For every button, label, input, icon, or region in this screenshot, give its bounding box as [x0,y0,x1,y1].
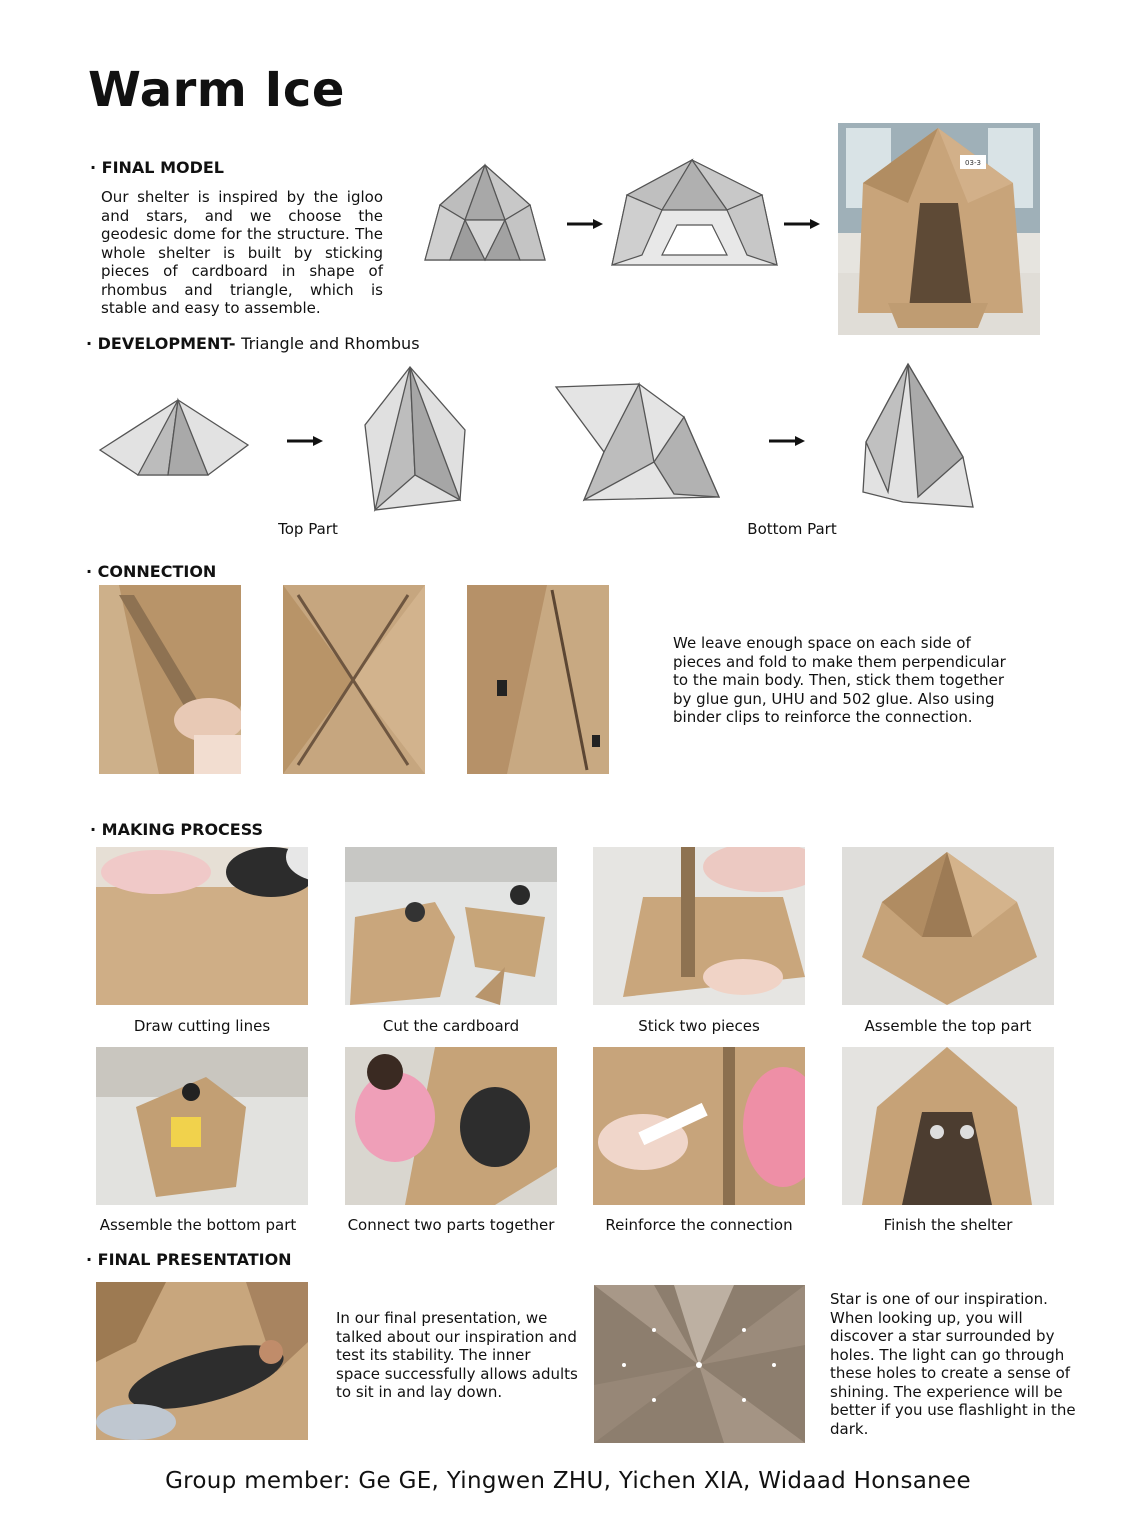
top-part-caption: Top Part [278,520,338,538]
group-members: Group member: Ge GE, Yingwen ZHU, Yichen XIA, Widaad Honsanee [165,1468,971,1494]
dome-sketch-open [602,155,787,285]
top-piece-flat-sketch [98,395,250,480]
final-model-heading: · FINAL MODEL [90,158,224,177]
page-title: Warm Ice [88,62,345,118]
bottom-piece-flat-sketch [554,382,724,504]
arrow-right-icon [287,436,323,446]
step-caption-6: Connect two parts together [347,1216,555,1234]
step-caption-5: Assemble the bottom part [99,1216,297,1234]
development-heading [86,334,420,353]
step-caption-1: Draw cutting lines [133,1017,271,1035]
step-photo-cut-the-cardboard [345,847,557,1005]
step-photo-draw-cutting-lines [96,847,308,1005]
presentation-text-left: In our final presentation, we talked about our inspiration and test its stability. The inner space successfully allows adults to sit in and lay down. [336,1309,578,1401]
step-photo-assemble-the-bottom-part [96,1047,308,1205]
presentation-photo-lay-down [96,1282,308,1440]
bottom-part-caption: Bottom Part [747,520,837,538]
final-presentation-heading: · FINAL PRESENTATION [86,1250,292,1269]
step-photo-connect-two-parts [345,1047,557,1205]
step-caption-7: Reinforce the connection [605,1216,793,1234]
step-caption-3: Stick two pieces [638,1017,760,1035]
development-heading-label: · DEVELOPMENT- [86,334,236,353]
bottom-piece-folded-sketch [858,362,976,514]
connection-photo-3 [467,585,609,774]
development-subheading: Triangle and Rhombus [241,334,420,353]
connection-text: We leave enough space on each side of pieces and fold to make them perpendicular to the main body. Then, stick them together by glue gun, UHU and 502 glue. Also using binder clips to reinforce the connection. [673,634,1006,726]
arrow-right-icon [784,219,820,229]
step-caption-8: Finish the shelter [883,1216,1013,1234]
presentation-photo-star-ceiling [594,1285,805,1443]
step-photo-reinforce-the-connection [593,1047,805,1205]
step-photo-finish-the-shelter [842,1047,1054,1205]
dome-sketch-closed [420,160,550,280]
step-photo-assemble-the-top-part [842,847,1054,1005]
making-process-heading: · MAKING PROCESS [90,820,264,839]
connection-photo-2 [283,585,425,774]
connection-photo-1 [99,585,241,774]
step-caption-4: Assemble the top part [864,1017,1032,1035]
step-caption-2: Cut the cardboard [382,1017,520,1035]
connection-heading: · CONNECTION [86,562,217,581]
step-photo-stick-two-pieces [593,847,805,1005]
arrow-right-icon [769,436,805,446]
arrow-right-icon [567,219,603,229]
final-shelter-photo [838,123,1040,335]
photo-label: 03-3 [965,159,981,167]
top-piece-folded-sketch [360,365,468,513]
presentation-text-right: Star is one of our inspiration. When looking up, you will discover a star surrounded by holes. The light can go through these holes to create a sense of shining. The experience will be better if you use flashlight in the dark. [830,1290,1076,1438]
final-model-text: Our shelter is inspired by the igloo and stars, and we choose the geodesic dome for the structure. The whole shelter is built by sticking pieces of cardboard in shape of rhombus and triangle, which is stable and easy to assemble. [101,188,383,317]
